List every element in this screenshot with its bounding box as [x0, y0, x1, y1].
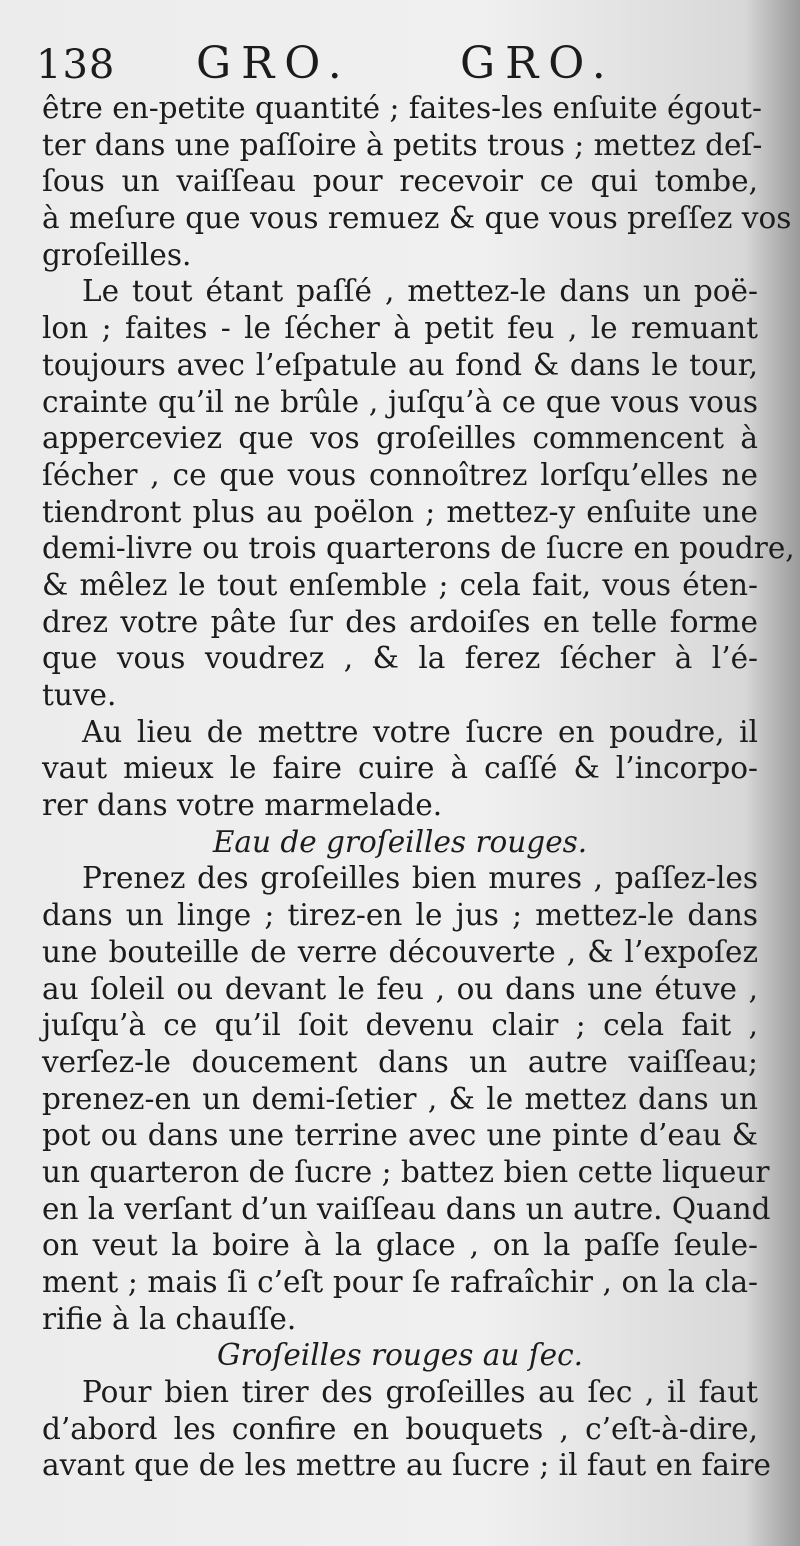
section-heading: Groſeilles rouges au ſec.	[216, 1338, 584, 1373]
running-head	[36, 38, 736, 90]
text-line: lon ; faites - le ſécher à petit feu , le remuant	[42, 311, 758, 346]
page-number: 138	[36, 42, 116, 88]
text-line: ment ; mais ſi c’eſt pour ſe rafraîchir , on la cla-	[42, 1265, 758, 1299]
text-line: que vous voudrez , & la ferez ſécher à l’é-	[42, 641, 758, 676]
text-line: tuve.	[42, 678, 117, 712]
text-line: toujours avec l’eſpatule au fond & dans le tour,	[42, 347, 758, 382]
text-line: Au lieu de mettre votre ſucre en poudre, il	[82, 714, 758, 749]
running-head-right-word: GRO.	[460, 38, 616, 89]
text-line: Le tout étant paſſé , mettez-le dans un poë-	[82, 274, 758, 309]
text-line: une bouteille de verre découverte , & l’expoſez	[42, 934, 758, 969]
text-line: au ſoleil ou devant le feu , ou dans une étuve ,	[42, 971, 758, 1006]
text-line: groſeilles.	[42, 237, 192, 272]
section-heading: Eau de groſeilles rouges.	[212, 824, 588, 859]
running-head-left-word: GRO.	[196, 38, 352, 89]
text-line: avant que de les mettre au ſucre ; il faut en faire	[42, 1448, 771, 1483]
text-line: un quarteron de ſucre ; battez bien cette liqueur	[42, 1154, 770, 1189]
text-line: drez votre pâte ſur des ardoiſes en telle forme	[42, 604, 758, 639]
text-line: d’abord les confire en bouquets , c’eſt-à-dire,	[42, 1411, 758, 1446]
text-line: rifie à la chauſſe.	[42, 1301, 297, 1336]
text-line: prenez-en un demi-ſetier , & le mettez dans un	[42, 1081, 758, 1116]
text-line: crainte qu’il ne brûle , juſqu’à ce que vous vous	[42, 384, 758, 419]
text-line: & mêlez le tout enſemble ; cela fait, vous éten-	[42, 567, 758, 602]
text-line: tiendront plus au poëlon ; mettez-y enſuite une	[42, 494, 758, 529]
text-line: Pour bien tirer des groſeilles au ſec , il faut	[82, 1375, 758, 1410]
text-line: rer dans votre marmelade.	[42, 788, 443, 823]
text-line: vaut mieux le faire cuire à caſſé & l’incorpo-	[42, 751, 758, 786]
text-line: ſécher , ce que vous connoîtrez lorſqu’elles ne	[42, 457, 758, 492]
text-line: en la verſant d’un vaiſſeau dans un autre. Quand	[42, 1191, 771, 1226]
text-line: demi-livre ou trois quarterons de ſucre en poudre,	[42, 531, 795, 566]
text-line: ſous un vaiſſeau pour recevoir ce qui tombe,	[42, 164, 758, 199]
text-line: être en-petite quantité ; faites-les enſuite égout-	[42, 91, 762, 125]
text-line: ter dans une paſſoire à petits trous ; mettez deſ-	[42, 127, 763, 162]
body-text	[42, 90, 795, 1484]
text-line: pot ou dans une terrine avec une pinte d’eau &	[42, 1118, 758, 1153]
text-line: Prenez des groſeilles bien mures , paſſez-les	[82, 861, 758, 896]
text-line: dans un linge ; tirez-en le jus ; mettez-le dans	[42, 898, 758, 933]
text-line: on veut la boire à la glace , on la paſſe ſeule-	[42, 1228, 758, 1263]
text-line: verſez-le doucement dans un autre vaiſſeau;	[42, 1044, 758, 1079]
text-line: à meſure que vous remuez & que vous preſſez vos	[42, 201, 792, 236]
text-line: juſqu’à ce qu’il ſoit devenu clair ; cela fait ,	[42, 1008, 758, 1043]
text-line: apperceviez que vos groſeilles commencent à	[42, 421, 758, 456]
